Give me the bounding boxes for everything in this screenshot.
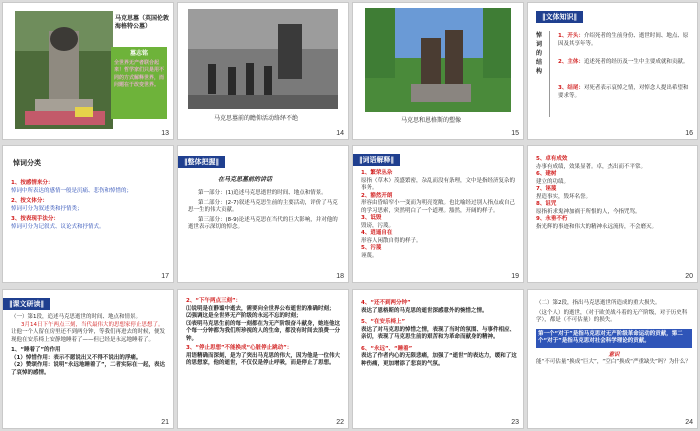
item-text: 对死者表示哀悼之情，对悼念人提出希望和要求等。 <box>558 85 689 99</box>
term: 7、诬蔑 <box>536 186 557 192</box>
slide-number: 21 <box>161 419 169 426</box>
slide-number: 24 <box>685 419 693 426</box>
text-line: 2、按文体分： <box>11 198 48 204</box>
text-para: 第一部分：(1)追述马克思逝世的时间、地点和情景。 <box>198 190 327 196</box>
text-line: 表达了作者内心的无限悲痛，加强了“逝世”的表达力，缓和了这种伤痛，更加增添了悲哀的气氛。 <box>361 353 517 367</box>
term: 1、繁荣丛杂 <box>361 170 393 176</box>
text-line: 表达了恩格斯的马克思的逝世深感意外的惋惜之情。 <box>361 307 488 314</box>
photo-caption: 马克思墓前的瞻仰活动络绎不绝 <box>214 115 299 122</box>
text-block <box>188 190 342 232</box>
slide-number: 13 <box>161 130 169 137</box>
text-line: 2、“下午两点三刻”： <box>186 298 242 304</box>
term: 6、建树 <box>536 171 557 177</box>
term: 3、诋毁 <box>361 215 382 221</box>
statue-photo <box>365 8 511 112</box>
slide-17[interactable] <box>2 145 174 283</box>
slide-23[interactable] <box>352 289 524 429</box>
text-line: 让他一个人留在房里还不到两分钟，等我们再进去的时候，便发现他在安乐椅上安静地睡着了——但已经是永远地睡着了。 <box>11 329 166 343</box>
slide-19[interactable] <box>352 145 524 283</box>
definition: 原指（草木）茂盛繁密，杂乱而没有条理，文中是指经济复杂的事务。 <box>361 177 516 191</box>
text-block <box>11 180 169 231</box>
slide-number: 23 <box>511 419 519 426</box>
text-line: 用语精确而深刻，是为了突出马克思的伟大，因为他是一位伟大的思想家，他的逝世，不仅仅是停止呼吸，而是停止了思想。 <box>186 352 341 366</box>
definition: 诬蔑。 <box>361 252 378 259</box>
text-line: 意识 <box>608 351 620 358</box>
text-line: 表达了对马克思的悼惜之情，表现了当时的氛围、与事件相应、亲切，表现了马克思生前的艰苦和为革命而献身的精神。 <box>361 326 516 340</box>
definition: 办事有成绩，效果显著。卓，杰出而不平常。 <box>536 163 647 170</box>
definition: 指光辉的事迹和伟大的精神永远流传，不会磨灭。 <box>536 223 658 230</box>
slide-subtitle: 在马克思墓前的讲话 <box>218 176 273 183</box>
slide-13[interactable] <box>2 2 174 140</box>
text-block <box>11 314 169 377</box>
slide-15[interactable] <box>352 2 524 140</box>
structure-item <box>558 33 692 48</box>
slide-18[interactable] <box>177 145 349 283</box>
section-banner: ‖文体知识‖ <box>536 11 583 23</box>
structure-label <box>536 31 550 117</box>
photo-caption: 马克思和恩格斯的塑像 <box>401 117 462 124</box>
slide-number: 14 <box>336 130 344 137</box>
term: 8、诅咒 <box>536 201 557 207</box>
slide-number: 15 <box>511 130 519 137</box>
structure-label-text: 悼词的结构 <box>536 32 543 75</box>
text-line: 5、“在安乐椅上” <box>361 319 406 325</box>
slide-number: 19 <box>511 273 519 280</box>
text-line: 悼词可分为记叙式、议论式和抒情式。 <box>11 223 105 230</box>
slide-22[interactable] <box>177 289 349 429</box>
definition: 形容人闲散自得的样子。 <box>361 237 422 244</box>
text-block <box>536 156 692 231</box>
text-line: ⑵强调这是全世界无产阶级的永远不忘的时刻； <box>186 313 302 319</box>
text-line: ⑴说明是在静谧中逝去，需要向全世界公布逝世的准确时刻； <box>186 305 335 312</box>
slide-21[interactable] <box>2 289 174 429</box>
text-line: （二）第2段，指出马克思逝世所造成的重大损失。 <box>536 300 661 306</box>
item-number: 2、 <box>558 59 568 65</box>
slide-number: 22 <box>336 419 344 426</box>
text-para: 第二部分：(2-7)叙述马克思生前的主要活动，评价了马克思一生的伟大贡献。 <box>188 199 338 213</box>
text-block <box>186 298 344 368</box>
definition: 建立的功绩。 <box>536 178 570 185</box>
slide-number: 20 <box>685 273 693 280</box>
text-line: 3、按表现手法分： <box>11 216 59 222</box>
item-text: 追述死者的经历及一生中主要成就和贡献。 <box>583 59 689 65</box>
section-banner: ‖词语解释‖ <box>353 154 400 166</box>
text-para: 第三部分：(8-9)论述马克思在当代的巨大影响，并对他的逝世表示深切的悼念。 <box>188 216 338 230</box>
tomb-photo <box>15 11 113 129</box>
text-line: （2）赞颂作用：说明“永远地睡着了”，二者实际在一起，表达了哀悼的感情。 <box>11 362 166 376</box>
section-banner: ‖课文研读‖ <box>3 298 50 310</box>
item-number: 3、 <box>558 85 568 91</box>
structure-item <box>558 59 692 67</box>
text-block <box>361 300 519 368</box>
tomb-visit-photo <box>188 9 338 109</box>
definition: 形容由昏暗窄小一变而为明亮宽敞。也比喻经过别人指点或自己的学习思索，突然明白了一个道理。豁然，开阔的样子。 <box>361 200 516 214</box>
text-line: 3、“停止思想”不能换成“心脏停止跳动”： <box>186 345 293 351</box>
text-line: 悼词可分为叙述类和抒情类； <box>11 205 83 212</box>
item-key: 结尾： <box>567 85 584 91</box>
text-line: 3月14日下午两点三刻，当代最伟大的思想家停止思想了。 <box>21 321 164 328</box>
highlight-box: 第一个“对于”是指马克思对无产阶级革命运动的贡献，第二个“对于”是指马克思对社会科学理论的贡献。 <box>536 329 692 348</box>
term: 4、逍遥自在 <box>361 230 393 236</box>
text-line: 1、按感情来分： <box>11 180 54 186</box>
term: 2、豁然开朗 <box>361 192 393 199</box>
tomb-caption: 马克思墓（英国伦敦海格特公墓） <box>115 15 170 30</box>
definition: 捏造事实，毁坏名誉。 <box>536 193 592 200</box>
slide-16[interactable] <box>527 2 698 140</box>
epitaph-title: 墓志铭 <box>129 50 148 57</box>
slide-title: 悼词分类 <box>13 159 41 167</box>
text-line: 4、“还不到两分钟” <box>361 300 411 306</box>
term: 5、污蔑 <box>361 245 382 251</box>
slide-number: 18 <box>336 273 344 280</box>
item-key: 主体： <box>567 59 584 65</box>
term: 9、永垂不朽 <box>536 216 568 222</box>
text-line: （1）悼惜作用：表示不愿说出又不得不说出的浮痛。 <box>11 354 142 361</box>
epitaph-box <box>111 47 167 119</box>
text-line: 1、“睡着了”的作用 <box>11 347 61 353</box>
epitaph-text: 全世界无产者联合起来！哲学家们只是用不同的方式解释世界，而问题在于改变世界。 <box>114 59 165 88</box>
text-line: （这个人）的逝世，（对于欧美战斗着的无产阶级，对于历史科学），都是（不可估量）的损失。 <box>536 309 688 323</box>
text-line: 能“不可估量”换成“巨大”，“空白”换成“严重缺失”吗？为什么？ <box>536 359 691 365</box>
text-line: （一）第1段，追述马克思逝世的时间、地点和情景。 <box>11 314 142 320</box>
item-text: 介绍死者的生前身份、逝世时间、地点、原因及其享年等。 <box>558 33 689 47</box>
definition: 毁谤，污蔑。 <box>361 222 395 229</box>
slide-20[interactable] <box>527 145 698 283</box>
text-block <box>361 170 519 260</box>
item-key: 开头： <box>567 33 584 39</box>
slide-number: 16 <box>685 130 693 137</box>
slide-number: 17 <box>161 273 169 280</box>
text-line: 6、“永远”、“睡着” <box>361 345 413 352</box>
slide-14[interactable] <box>177 2 349 140</box>
definition: 原指祈求鬼神加祸于所恨的人，今指咒骂。 <box>536 208 641 215</box>
item-number: 1、 <box>558 33 568 39</box>
term: 5、卓有成效 <box>536 156 568 162</box>
text-block <box>536 300 692 367</box>
text-line: 悼词中所表达的感情一般是沉痛、悲伤和悼惜的； <box>11 187 133 194</box>
section-banner: ‖整体把握‖ <box>178 156 225 168</box>
slide-24[interactable] <box>527 289 698 429</box>
structure-item <box>558 85 692 100</box>
text-line: ⑶表明马克思生前的每一刻都在为无产阶级奋斗献身，她连他这个每一分钟都为我们所珍视的人的生命，都没有时间去浪费一分钟。 <box>186 320 341 342</box>
